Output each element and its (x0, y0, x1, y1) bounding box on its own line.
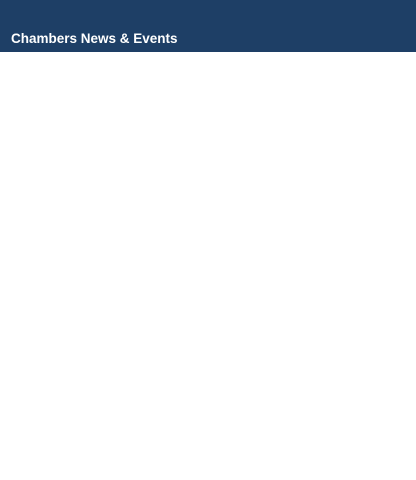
commercial-series-heading: Commercial Series of seminars. (108, 61, 187, 67)
coming-up-item-1: Half-Day Property Conference (108, 297, 170, 303)
cs-hong-kong-paragraph: CS Hong Kong. We sponsored the CS Fraud and Asset Tracing conference in Hong Kong in June. Daleb Hagen QC and Andrew Moran QC took part as speakers. In addition, Philip Jones QC, Zoe O’Sullivan QC, Daniel Lightman QC, Richard Wilson QC and Tim Collingwood delivered seminars to several firms in Hong Kong over 4 days in 2019. (4, 155, 100, 200)
page-number-text: 34 (396, 462, 403, 468)
events-support-paragraph: These events are supported by our Business Development team and Clerks who organise and attend events in London and around the world. (212, 238, 304, 260)
act-1975-paragraph: 1975 Act Seminar. We held a breakfast seminar at Serle Court on the 1975 Act. The session was chaired by Richard Wilson QC. Constance McDonnell QC, Jennifer Haywood, James Weale and Gregor Hogan were the speakers. Topics covered were What’s been happening since Ilott v Mitson? The reasonableness of provision by way of an interest under a trust; Interim applications under s.5 of the 1975 Act; and Cases on claims out of time? (108, 124, 205, 181)
linkedin-heading: LinkedIn (316, 293, 338, 300)
jersey-paragraph: Jersey. We held a Commercial and Offshore Trusts Conference in Jersey in September, which included panel sessions on company law, trusts and civil fraud. Serle Court members took part in the panel discussions during the conference. The conference was chaired by Lance Ashworth QC. (4, 256, 101, 295)
linkedin-paragraph-1: We have six discussion groups on LinkedIn to enable Serle Court members and clients to discuss topical issues in Partnership and LLP Law, Fraud and Asset Tracing, Contentious Trusts and Probate, Competition Law, Middle East & Arab Law Group and Intellectual Property, please join us. (316, 301, 410, 341)
editor-credit-line-1: Serlespeak is edited by (316, 357, 367, 363)
commercial-series-paragraph: We delivered a series of three commercial seminars, Fraud and Arbitration, which took place in chambers. Zoe O’Sullivan QC chaired the session, and the speakers were Jennifer Haywood, James Mather and Sophia Hurst. They touched on topics about English and BVI cases on arbitration awards procured by fraud and court powers exercisable in support of arbitration. (108, 69, 203, 119)
coming-up-heading: Coming up later in the year dates to be confirmed (108, 283, 204, 296)
editor-credit-line-2: Jonathan Fowles (316, 363, 354, 369)
new-date-heading: New date to follow (108, 314, 154, 321)
property-conference-paragraph: Property Conference. We hosted a half-day property conference “Trouble at Mall” at Lincoln’s Inn Old Hall. The conference was attended by 75 clients from London and beyond. Members of Serle Court took part in panel discussions during the conferences. The conference was chaired by Christopher Stone QC. (4, 205, 99, 250)
upcoming-events-heading: Upcoming chambers events (108, 275, 178, 282)
people-paragraph-1: Serle Court welcomed Zoe O’ Sullivan QC to Chambers from One Essex Court and Tim Benham-Mirando and Max Marenbon who started pupillage with us in October. (4, 69, 95, 91)
awards-paragraph-2: We are delighted to be shortlisted as Chambers of the Year at the British Legal Awards 2019. The winners will be announced at an awards ceremony on Thursday, 27th November 2019 at the Ballroom Southbank. (212, 324, 309, 352)
awards-heading: Awards and Directories (212, 265, 270, 272)
cyprus-paragraph: Cyprus. We hosted our first Cross Border Litigation Conference in Cyprus in September at which Serle Court members took part together with Cypriot and international lawyers. The conference was chaired by Philip Jones QC. (4, 300, 100, 334)
page-title: Chambers News & Events (11, 31, 178, 46)
column-1 (4, 61, 101, 340)
next-arrows-icon: » (403, 462, 408, 468)
conferences-heading: Conferences and seminars (4, 119, 71, 126)
column-2 (108, 61, 205, 340)
awards-paragraph-3: Serle Court is thrilled to announce we have had another successful year in the directories. We have been recommended in 10 practice areas in Chambers & Partners 2020 UK. (212, 357, 309, 380)
header-band (0, 0, 416, 52)
conferences-intro: We have had an exceptionally busy year running a series of conferences, seminars and client meetings a few of which are highlighted below: (4, 127, 99, 150)
client-party-paragraph: Client Party. We hosted our annual client party this year at the London Transport Museum in October, with over 300 clients attending and enjoying what was a memorable evening. (108, 186, 203, 209)
people-heading: People (4, 61, 22, 67)
new-york-paragraph: New York. We hosted our 4th International Trusts & Commercial Litigation Conference in New York on Monday, 11th November at the Top of the Rock at the Rainbow Room in the Rockefeller Centre. We welcomed over 100 clients from London, the Channel Islands, Bermuda, Bahamas, the Cayman Islands, the British Virgin Islands, Turks & Caicos Islands, and the USA with over 30 Serle Court members speaking on panel sessions. (108, 214, 205, 270)
page-number (397, 462, 408, 468)
bar-guide-paragraph: Bar Guide including being ranked band 1 in 6 practice areas (Chancery Commercial, Chancery Traditional, Fraud: Civil, Partnership and Offshore). We were also recommended in the Legal 500 2020 edition where we are ranked as a top tier set in 4 practice areas (Fraud: Civil, Offshore, Private Client: Trust and Probate, and Partnership) and as a leading set in 11 practice areas. (316, 238, 413, 288)
new-date-item: Serle Court Company Conference 2020: Company Law in the Real World (108, 322, 190, 334)
people-paragraph-2: Andrew Bruce is congratulated on his selection to join the Pool of Arbitrators at the Court of Arbitration for Art (CAfA) based in The Hague. (4, 96, 100, 114)
coming-up-item-2: Half-Day Civil Fraud Conference (108, 303, 175, 309)
column-4 (316, 238, 413, 369)
column-3 (212, 238, 309, 386)
awards-paragraph-1: We want to congratulate Richard Wilson QC who won ‘Advocate of the Year’ at the 14th Annual STEP Private Client Awards 2019. The judges said “Richard is an exceptionally talented practitioner, who plays ground-breaking strategies in high-profile cases that are forming our body of law. He is a star now and will be a bigger star in the future.” (212, 273, 307, 319)
linkedin-paragraph-2: Please also follow us on Twitter @Serle_Court. (316, 346, 412, 352)
